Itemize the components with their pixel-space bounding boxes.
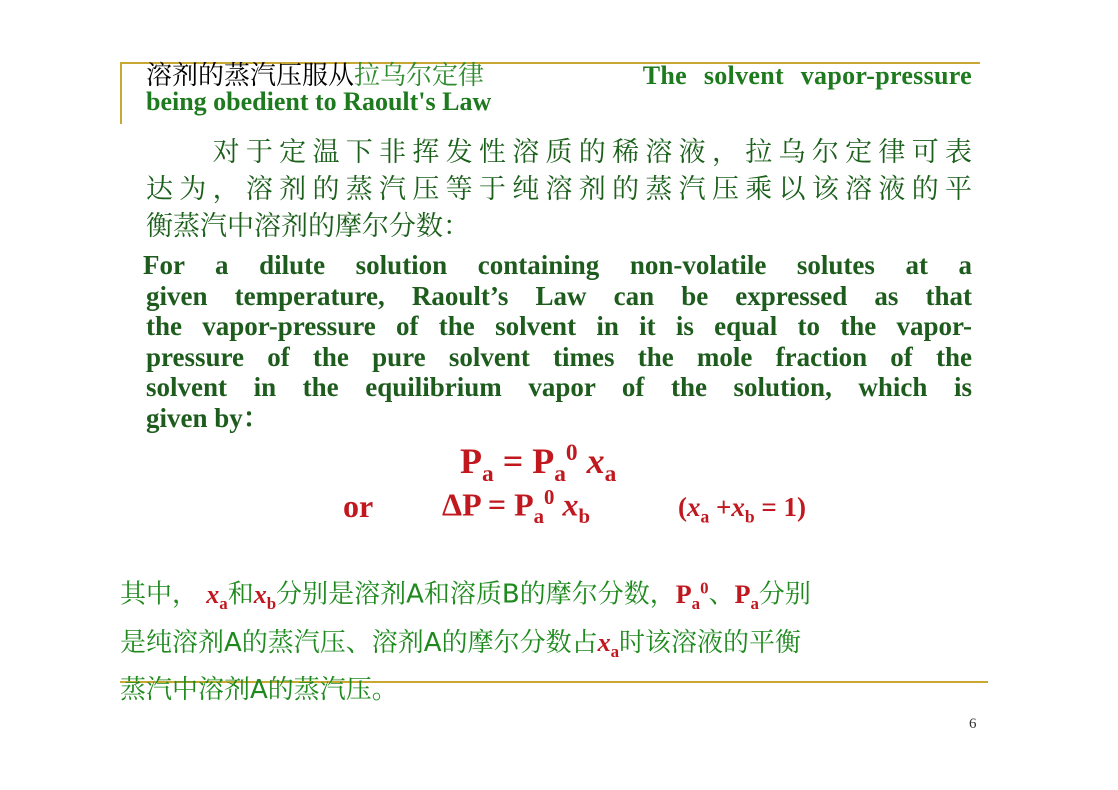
xa-sub: a xyxy=(219,593,228,613)
en-line-1: For a dilute solution containing non-volatile solutes at a xyxy=(143,250,972,280)
eq3-x1-sub: a xyxy=(700,506,710,527)
xa2-symbol xyxy=(597,627,620,662)
eq2-var-sub: b xyxy=(578,505,591,529)
en-line-5: solvent in the equilibrium vapor of the solution, which is xyxy=(146,372,972,402)
eq1-var: x xyxy=(586,441,605,481)
title-zh-green: 拉乌尔定律 xyxy=(354,61,485,91)
xa2-sub: a xyxy=(610,642,620,662)
en-line-4: pressure of the pure solvent times the mole fraction of the xyxy=(146,341,972,372)
eq3-x1: x xyxy=(687,492,701,522)
title-line-1 xyxy=(146,62,972,90)
eq1-lhs-sub: a xyxy=(482,461,494,488)
title-zh-black: 溶剂的蒸汽压服从 xyxy=(146,61,355,91)
delta-p-equation xyxy=(442,486,590,529)
pa0-symbol xyxy=(675,578,709,613)
pa0-var: P xyxy=(675,579,692,609)
xa2-var: x xyxy=(597,627,611,657)
zh-line-2: 达为，溶剂的蒸汽压等于纯溶剂的蒸汽压乘以该溶液的平 xyxy=(146,174,972,205)
title-en-line-2: being obedient to Raoult's Law xyxy=(146,87,492,116)
zh-line-3: 衡蒸汽中溶剂的摩尔分数： xyxy=(146,211,470,242)
xb-var: x xyxy=(253,579,267,609)
eq3-open: ( xyxy=(678,492,687,522)
or-label: or xyxy=(343,488,374,524)
title-zh xyxy=(146,62,484,90)
eq1-eq: = P xyxy=(493,441,555,481)
eq2-var: x xyxy=(562,486,579,523)
eq3-plus: + xyxy=(709,492,732,522)
title-left-rule xyxy=(120,62,122,124)
eq1-lhs: P xyxy=(460,441,482,481)
xb-sub: b xyxy=(266,593,277,613)
expl-l1-end: 分别 xyxy=(758,579,811,610)
expl-l2-start: 是纯溶剂A的蒸汽压、溶剂A的摩尔分数占 xyxy=(120,627,598,658)
en-line-3: the vapor-pressure of the solvent in it is equal to the vapor- xyxy=(146,311,972,341)
eq2-lhs: ΔP = P xyxy=(442,486,534,523)
eq3-x2: x xyxy=(731,492,745,522)
expl-and: 和 xyxy=(227,579,254,610)
eq1-var-sub: a xyxy=(604,461,617,488)
xa-var: x xyxy=(206,579,220,609)
pa0-sub: a xyxy=(691,593,701,613)
raoult-equation xyxy=(460,440,616,488)
en-line-2: given temperature, Raoult’s Law can be expressed as that xyxy=(146,280,972,311)
zh-line-1: 对于定温下非挥发性溶质的稀溶液，拉乌尔定律可表 xyxy=(146,137,972,168)
page-number: 6 xyxy=(969,716,977,732)
pa0-sup: 0 xyxy=(700,578,709,597)
pa-symbol xyxy=(734,579,759,613)
explanation-paragraph xyxy=(120,568,970,710)
xb-symbol xyxy=(253,579,277,613)
explanation-line-1 xyxy=(120,568,970,623)
eq2-p-sup: 0 xyxy=(544,486,555,509)
expl-mid: 分别是溶剂A和溶质B的摩尔分数， xyxy=(276,579,676,610)
pa-sub: a xyxy=(750,593,759,613)
expl-sep: 、 xyxy=(708,579,735,610)
expl-l2-end: 时该溶液的平衡 xyxy=(619,627,802,658)
explanation-line-3: 蒸汽中溶剂A的蒸汽压。 xyxy=(120,675,398,706)
slide-title xyxy=(146,62,972,114)
eq1-p-sub: a xyxy=(554,461,566,488)
eq3-x2-sub: b xyxy=(744,506,755,527)
mole-fraction-sum xyxy=(678,492,806,527)
expl-prefix: 其中， xyxy=(120,579,207,610)
eq1-p-sup: 0 xyxy=(565,440,578,466)
eq2-p-sub: a xyxy=(533,505,545,529)
explanation-line-2 xyxy=(120,623,970,671)
xa-symbol xyxy=(206,579,228,613)
eq3-rest: = 1) xyxy=(754,492,807,522)
title-en-line-1: The solvent vapor-pressure xyxy=(642,61,972,90)
english-paragraph xyxy=(143,250,972,433)
pa-var: P xyxy=(734,579,751,609)
chinese-paragraph xyxy=(146,134,972,245)
en-line-6: given by： xyxy=(146,402,270,433)
